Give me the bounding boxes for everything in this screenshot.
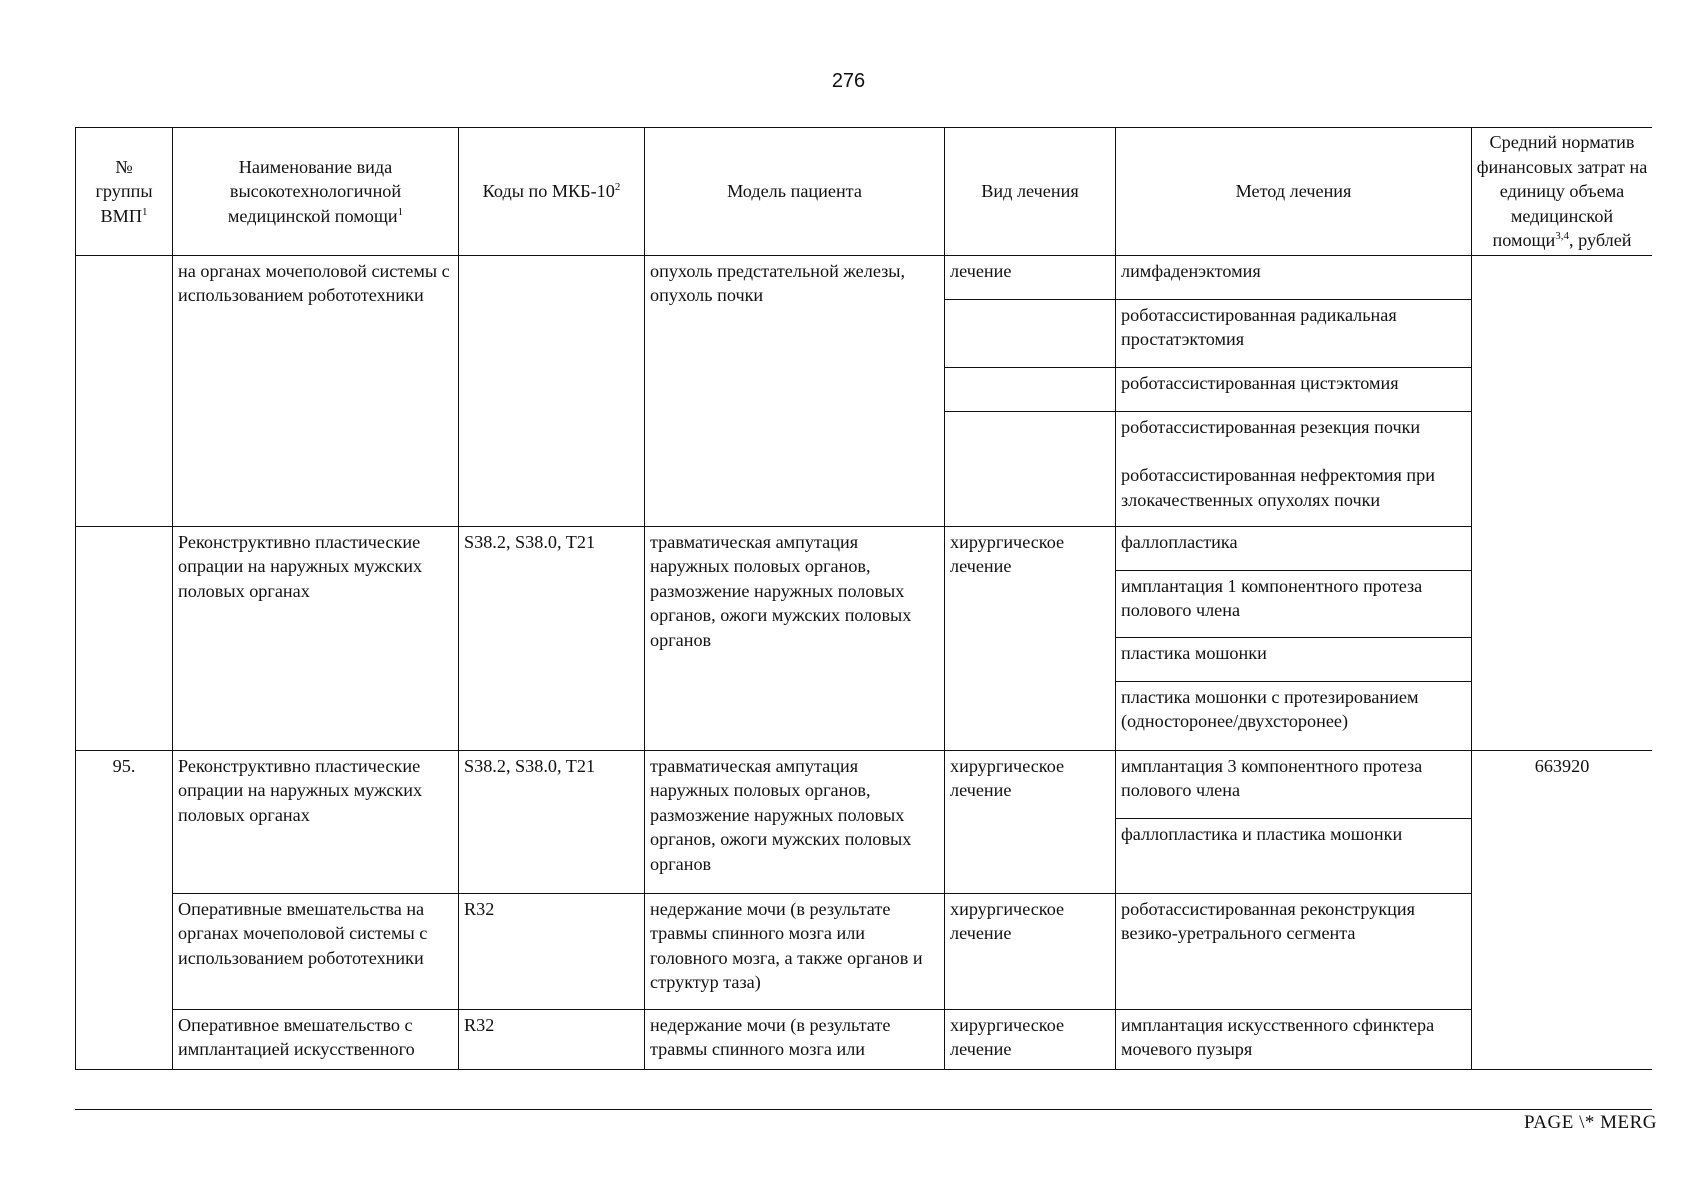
treatment-type-cell xyxy=(945,367,1116,411)
treatment-method-cell: пластика мошонки с протезированием (односторонее/двухсторонее) xyxy=(1116,681,1472,750)
header-icd-codes: Коды по МКБ-$10^2$ xyxy=(459,128,645,256)
vmp-table-container xyxy=(75,127,1652,1110)
care-type-name-cell: на органах мочеполовой системы с использованием робототехники xyxy=(173,255,459,526)
method-text: роботассистированная резекция почки xyxy=(1121,416,1421,437)
treatment-method-cell: роботассистированная радикальная простатэктомия xyxy=(1116,299,1472,367)
treatment-type-cell xyxy=(945,411,1116,526)
icd-codes-cell xyxy=(459,255,645,526)
treatment-method-cell: имплантация искусственного сфинктера мочевого пузыря xyxy=(1116,1009,1472,1069)
table-row xyxy=(76,255,1653,299)
icd-codes-cell: R32 xyxy=(459,893,645,1009)
care-type-name-cell: Оперативные вмешательства на органах мочеполовой системы с использованием робототехники xyxy=(173,893,459,1009)
table-row xyxy=(76,750,1653,818)
patient-model-cell: травматическая ампутация наружных половых органов, размозжение наружных половых органов, ожоги мужских половых органов xyxy=(645,750,945,893)
patient-model-cell: недержание мочи (в результате травмы спинного мозга или xyxy=(645,1009,945,1069)
table-row xyxy=(76,1009,1653,1069)
treatment-type-cell: хирургическое лечение xyxy=(945,893,1116,1009)
page-number: 276 xyxy=(831,70,866,92)
header-group-no: № группы ВМП$^1$ xyxy=(76,128,173,256)
care-type-name-cell: Реконструктивно пластические опрации на наружных мужских половых органах xyxy=(173,526,459,750)
treatment-method-cell: роботассистированная реконструкция везико-уретрального сегмента xyxy=(1116,893,1472,1009)
page-field-code: PAGE \* MERG xyxy=(1523,1112,1657,1133)
treatment-type-cell: лечение xyxy=(945,255,1116,299)
header-patient-model: Модель пациента xyxy=(645,128,945,256)
treatment-method-cell: фаллопластика xyxy=(1116,526,1472,570)
cost-norm-cell xyxy=(1472,255,1653,750)
group-no-cell xyxy=(76,255,173,526)
care-type-name-cell: Реконструктивно пластические опрации на наружных мужских половых органах xyxy=(173,750,459,893)
treatment-method-cell: имплантация 3 компонентного протеза полового члена xyxy=(1116,750,1472,818)
header-treatment-type: Вид лечения xyxy=(945,128,1116,256)
treatment-method-cell xyxy=(1116,411,1472,526)
patient-model-cell: недержание мочи (в результате травмы спинного мозга или головного мозга, а также органов и структур таза) xyxy=(645,893,945,1009)
treatment-type-cell: хирургическое лечение xyxy=(945,1009,1116,1069)
table-row xyxy=(76,526,1653,570)
group-no-cell: 95. xyxy=(76,750,173,1069)
vmp-table xyxy=(75,127,1652,1070)
table-row xyxy=(76,893,1653,1009)
header-care-type-name: Наименование вида высокотехнологичной медицинской помощи$^1$ xyxy=(173,128,459,256)
care-type-name-cell: Оперативное вмешательство с имплантацией искусственного xyxy=(173,1009,459,1069)
patient-model-cell: опухоль предстательной железы, опухоль почки xyxy=(645,255,945,526)
treatment-type-cell xyxy=(945,299,1116,367)
treatment-method-cell: имплантация 1 компонентного протеза полового члена xyxy=(1116,570,1472,637)
table-header-row xyxy=(76,128,1653,256)
cost-norm-cell: 663920 xyxy=(1472,750,1653,1069)
method-text: роботассистированная нефректомия при злокачественных опухолях почки xyxy=(1121,465,1435,510)
icd-codes-cell: S38.2, S38.0, T21 xyxy=(459,750,645,893)
patient-model-cell: травматическая ампутация наружных половых органов, размозжение наружных половых органов, ожоги мужских половых органов xyxy=(645,526,945,750)
header-cost-norm: Средний норматив финансовых затрат на единицу объема медицинской помощи$^{3,4}$, рублей xyxy=(1472,128,1653,256)
treatment-type-cell: хирургическое лечение xyxy=(945,750,1116,893)
group-no-cell xyxy=(76,526,173,750)
treatment-method-cell: роботассистированная цистэктомия xyxy=(1116,367,1472,411)
treatment-method-cell: лимфаденэктомия xyxy=(1116,255,1472,299)
treatment-method-cell: фаллопластика и пластика мошонки xyxy=(1116,818,1472,893)
treatment-type-cell: хирургическое лечение xyxy=(945,526,1116,750)
treatment-method-cell: пластика мошонки xyxy=(1116,637,1472,681)
icd-codes-cell: S38.2, S38.0, T21 xyxy=(459,526,645,750)
icd-codes-cell: R32 xyxy=(459,1009,645,1069)
header-treatment-method: Метод лечения xyxy=(1116,128,1472,256)
